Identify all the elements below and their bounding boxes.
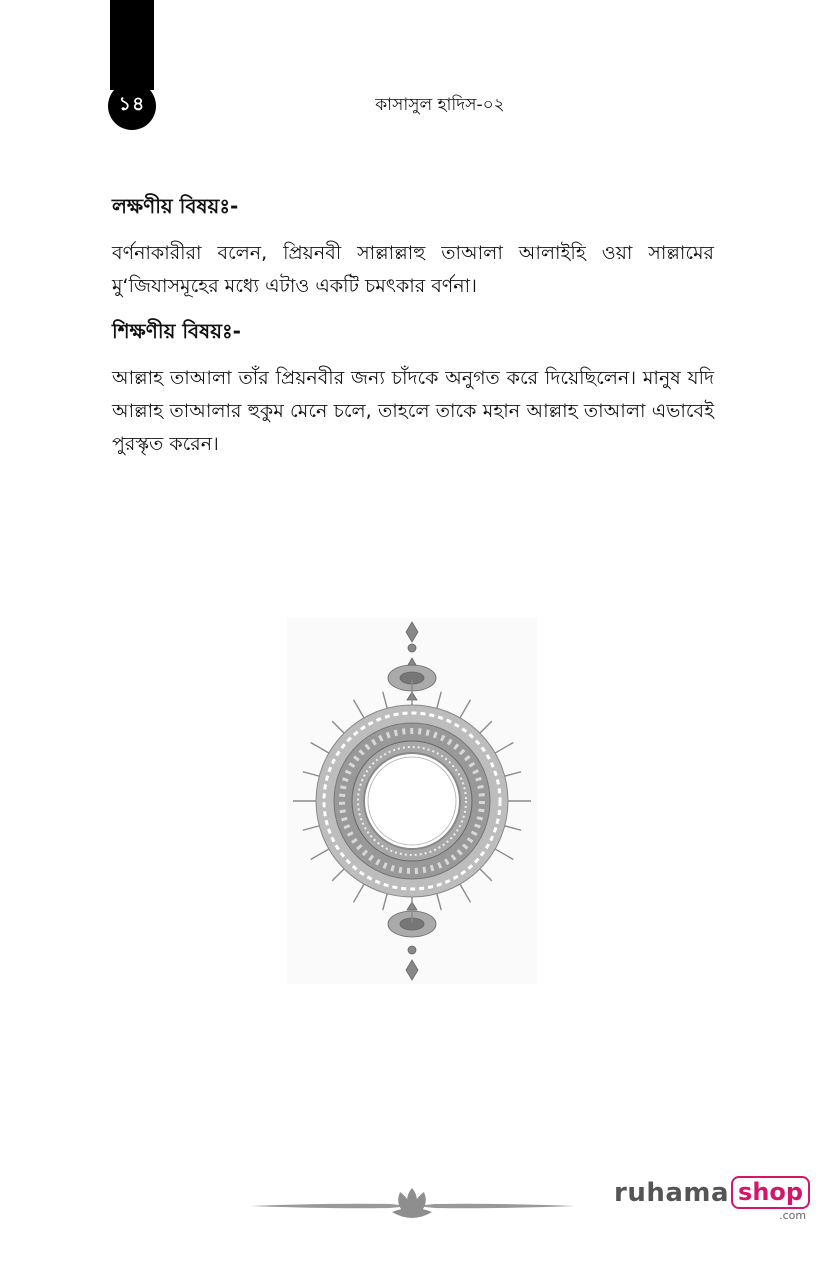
logo-shop-text: shop [731, 1176, 810, 1209]
circular-arabesque-ornament-icon [287, 618, 537, 984]
header-tab-bar [110, 0, 154, 90]
page-number-badge [108, 82, 156, 130]
lotus-divider-icon [250, 1182, 575, 1230]
section-heading-notable: লক্ষণীয় বিষয়ঃ- [112, 194, 239, 218]
logo-shop-box [731, 1176, 810, 1222]
page-body [112, 192, 714, 475]
ruhamashop-logo [614, 1176, 810, 1222]
section-paragraph-notable: বর্ণনাকারীরা বলেন, প্রিয়নবী সাল্লাল্লাহু তাআলা আলাইহি ওয়া সাল্লামের মু‘জিযাসমূহের মধ্যে এটাও একটি চমৎকার বর্ণনা। [112, 242, 714, 297]
logo-domain-text: .com [779, 1209, 807, 1222]
running-title: কাসাসুল হাদিস-০২ [375, 95, 505, 115]
logo-ruhama-text: ruhama [614, 1178, 730, 1208]
page-number: ১৪ [118, 93, 146, 115]
section-heading-lesson: শিক্ষণীয় বিষয়ঃ- [112, 319, 241, 343]
section-paragraph-lesson: আল্লাহ তাআলা তাঁর প্রিয়নবীর জন্য চাঁদকে অনুগত করে দিয়েছিলেন। মানুষ যদি আল্লাহ তাআলার হুকুম মেনে চলে, তাহলে তাকে মহান আল্লাহ তাআলা এভাবেই পুরস্কৃত করেন। [112, 367, 714, 455]
